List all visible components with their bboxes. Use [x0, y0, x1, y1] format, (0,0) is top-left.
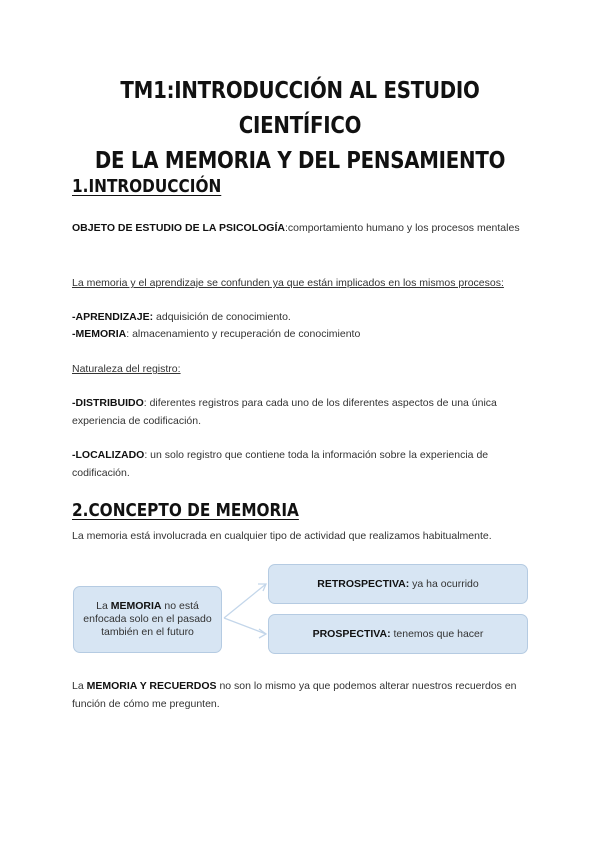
confusion-note: La memoria y el aprendizaje se confunden ya que están implicados en los mismos procesos: — [72, 277, 504, 289]
memoria-label: -MEMORIA — [72, 328, 127, 340]
aprendizaje-label: -APRENDIZAJE: — [72, 311, 154, 323]
objeto-paragraph — [72, 219, 532, 237]
arrowhead-prospectiva — [259, 629, 266, 638]
memoria-intro: La memoria está involucrada en cualquier tipo de actividad que realizamos habitualmente. — [72, 530, 492, 542]
title-line-2: DE LA MEMORIA Y DEL PENSAMIENTO — [94, 148, 506, 174]
retrospectiva-label: RETROSPECTIVA: — [317, 578, 410, 590]
memoria-concept-bold: MEMORIA — [110, 600, 162, 612]
arrow-to-retrospectiva — [224, 584, 266, 618]
arrow-to-prospectiva — [224, 618, 266, 634]
naturaleza-heading: Naturaleza del registro: — [72, 363, 181, 375]
prospectiva-box — [268, 614, 528, 654]
prospectiva-label: PROSPECTIVA: — [312, 628, 391, 640]
closing-bold: MEMORIA Y RECUERDOS — [86, 680, 217, 692]
title-line-1: TM1:INTRODUCCIÓN AL ESTUDIO CIENTÍFICO — [120, 78, 480, 139]
aprendizaje-text: adquisición de conocimiento. — [153, 311, 291, 323]
retrospectiva-box — [268, 564, 528, 604]
distribuido-label: -DISTRIBUIDO — [72, 397, 144, 409]
localizado-label: -LOCALIZADO — [72, 449, 145, 461]
document-title — [76, 74, 523, 179]
memoria-concept-text: La MEMORIA no está enfocada solo en el pasado también en el futuro — [83, 600, 212, 638]
diagram-arrows — [222, 574, 270, 646]
localizado-definition — [72, 446, 532, 482]
objeto-label: OBJETO DE ESTUDIO DE LA PSICOLOGÍA — [72, 222, 285, 234]
objeto-text: :comportamiento humano y los procesos mentales — [284, 222, 520, 234]
section-heading-concepto-memoria: 2.CONCEPTO DE MEMORIA — [72, 500, 299, 521]
distribuido-text: : diferentes registros para cada uno de los diferentes aspectos de una única experiencia de codificación. — [72, 397, 497, 427]
prospectiva-text: tenemos que hacer — [390, 628, 484, 640]
distribuido-definition — [72, 394, 532, 430]
aprendizaje-definition — [72, 308, 532, 326]
section-heading-introduccion: 1.INTRODUCCIÓN — [72, 176, 222, 197]
memoria-text: : almacenamiento y recuperación de conocimiento — [126, 328, 361, 340]
localizado-text: : un solo registro que contiene toda la información sobre la experiencia de codificación. — [72, 449, 489, 479]
closing-paragraph: La MEMORIA Y RECUERDOS no son lo mismo ya que podemos alterar nuestros recuerdos en función de cómo me pregunten. — [72, 680, 517, 710]
retrospectiva-text: ya ha ocurrido — [409, 578, 479, 590]
memoria-concept-box — [73, 586, 222, 653]
memoria-definition — [72, 325, 532, 343]
